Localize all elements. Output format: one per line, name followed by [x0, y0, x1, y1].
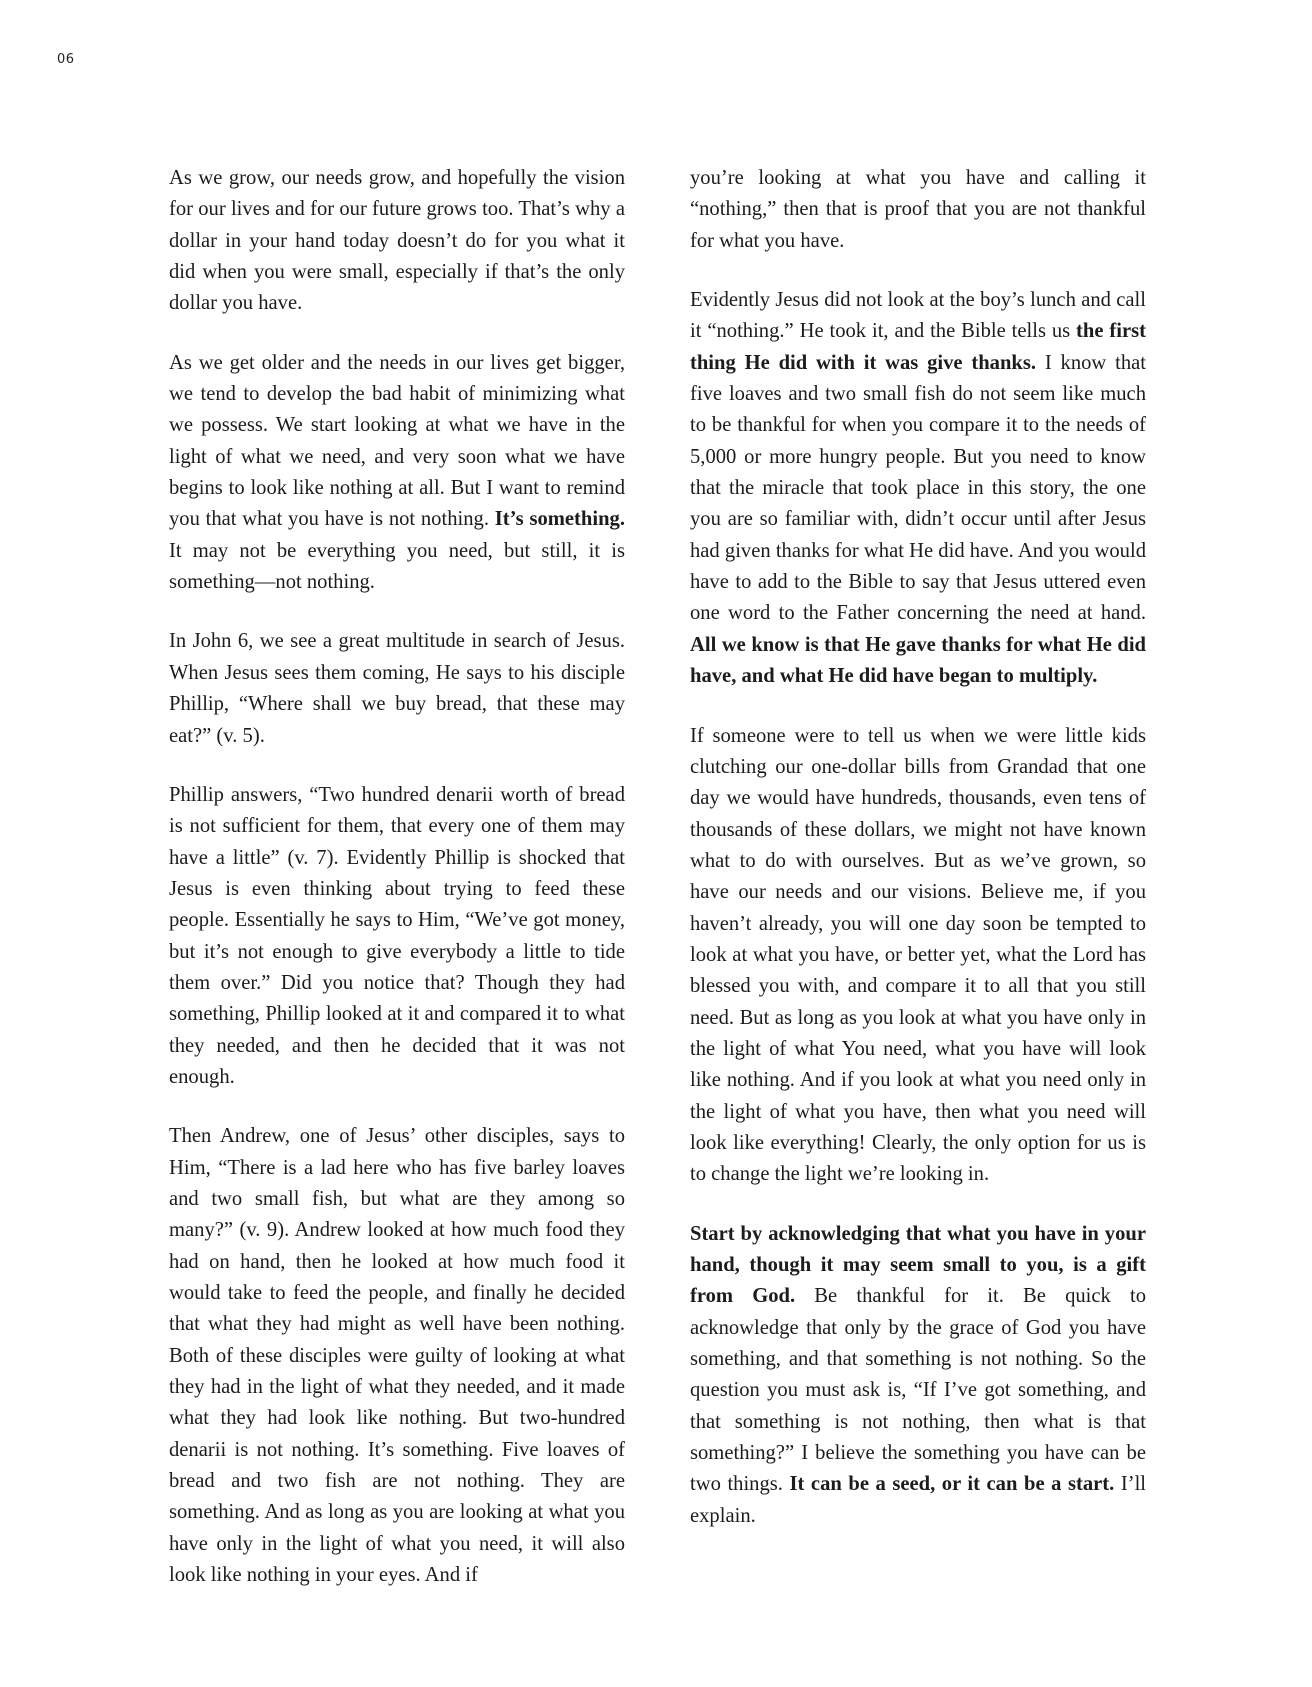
- paragraph-text: I’ll explain.: [690, 1473, 1147, 1527]
- emphasis-text: It can be a seed, or it can be a start.: [789, 1473, 1115, 1496]
- paragraph: you’re looking at what you have and calling it “nothing,” then that is proof that you are not thankful for what you have.: [690, 167, 1146, 252]
- paragraph: [690, 285, 1146, 692]
- paragraph-text: Be thankful for it. Be quick to acknowledge that only by the grace of God you have something, and that something is not nothing. So the question you must ask is, “If I’ve got something, and that something is not nothing, then what is that something?” I believe the something you have can be two things.: [690, 1285, 1146, 1496]
- paragraph-text: I know that five loaves and two small fish do not seem like much to be thankful for when you compare it to the needs of 5,000 or more hungry people. But you need to know that the miracle that took place in this story, the one you are so familiar with, didn’t occur until after Jesus had given thanks for what He did have. And you would have to add to the Bible to say that Jesus uttered even one word to the Father concerning the need at hand.: [690, 351, 1146, 625]
- paragraph: Then Andrew, one of Jesus’ other disciples, says to Him, “There is a lad here who has five barley loaves and two small fish, but what are they among so many?” (v. 9). Andrew looked at how much food they had on hand, then he looked at how much food it would take to feed the people, and finally he decided that what they had might as well have been nothing. Both of these disciples were guilty of looking at what they had in the light of what they needed, and it made what they had look like nothing. But two-hundred denarii is not nothing. It’s something. Five loaves of bread and two fish are not nothing. They are something. And as long as you are looking at what you have only in the light of what you need, it will also look like nothing in your eyes. And if: [169, 1125, 625, 1587]
- left-column: [169, 163, 625, 1619]
- paragraph: As we grow, our needs grow, and hopefully the vision for our lives and for our future grows too. That’s why a dollar in your hand today doesn’t do for you what it did when you were small, especially if that’s the only dollar you have.: [169, 167, 625, 315]
- emphasis-text: All we know is that He gave thanks for what He did have, and what He did have began to multiply.: [690, 633, 1146, 688]
- emphasis-text: Start by acknowledging that what you have in your hand, though it may seem small to you, is a gift from God.: [690, 1222, 1146, 1308]
- emphasis-text: the first thing He did with it was give thanks.: [690, 320, 1146, 374]
- paragraph: [169, 348, 625, 599]
- right-column: [690, 163, 1146, 1560]
- paragraph: If someone were to tell us when we were little kids clutching our one-dollar bills from Grandad that one day we would have hundreds, thousands, even tens of thousands of these dollars, we might not have known what to do with ourselves. But as we’ve grown, so have our needs and our visions. Believe me, if you haven’t already, you will one day soon be tempted to look at what you have, or better yet, what the Lord has blessed you with, and compare it to all that you still need. But as long as you look at what you have only in the light of what You need, what you have will look like nothing. And if you look at what you need only in the light of what you have, then what you need will look like everything! Clearly, the only option for us is to change the light we’re looking in.: [690, 724, 1146, 1186]
- paragraph: [690, 1219, 1146, 1532]
- paragraph: In John 6, we see a great multitude in search of Jesus. When Jesus sees them coming, He says to his disciple Phillip, “Where shall we buy bread, that these may eat?” (v. 5).: [169, 630, 625, 747]
- paragraph-text: Evidently Jesus did not look at the boy’s lunch and call it “nothing.” He took it, and the Bible tells us: [690, 289, 1146, 343]
- paragraph-text: As we get older and the needs in our lives get bigger, we tend to develop the bad habit of minimizing what we possess. We start looking at what we have in the light of what we need, and very soon what we have begins to look like nothing at all. But I want to remind you that what you have is not nothing.: [169, 351, 625, 531]
- page-number: 06: [57, 52, 75, 67]
- paragraph-text: It may not be everything you need, but still, it is something—not nothing.: [169, 539, 625, 594]
- paragraph: Phillip answers, “Two hundred denarii worth of bread is not sufficient for them, that every one of them may have a little” (v. 7). Evidently Phillip is shocked that Jesus is even thinking about trying to feed these people. Essentially he says to Him, “We’ve got money, but it’s not enough to give everybody a little to tide them over.” Did you notice that? Though they had something, Phillip looked at it and compared it to what they needed, and then he decided that it was not enough.: [169, 783, 625, 1088]
- emphasis-text: It’s something.: [494, 508, 625, 531]
